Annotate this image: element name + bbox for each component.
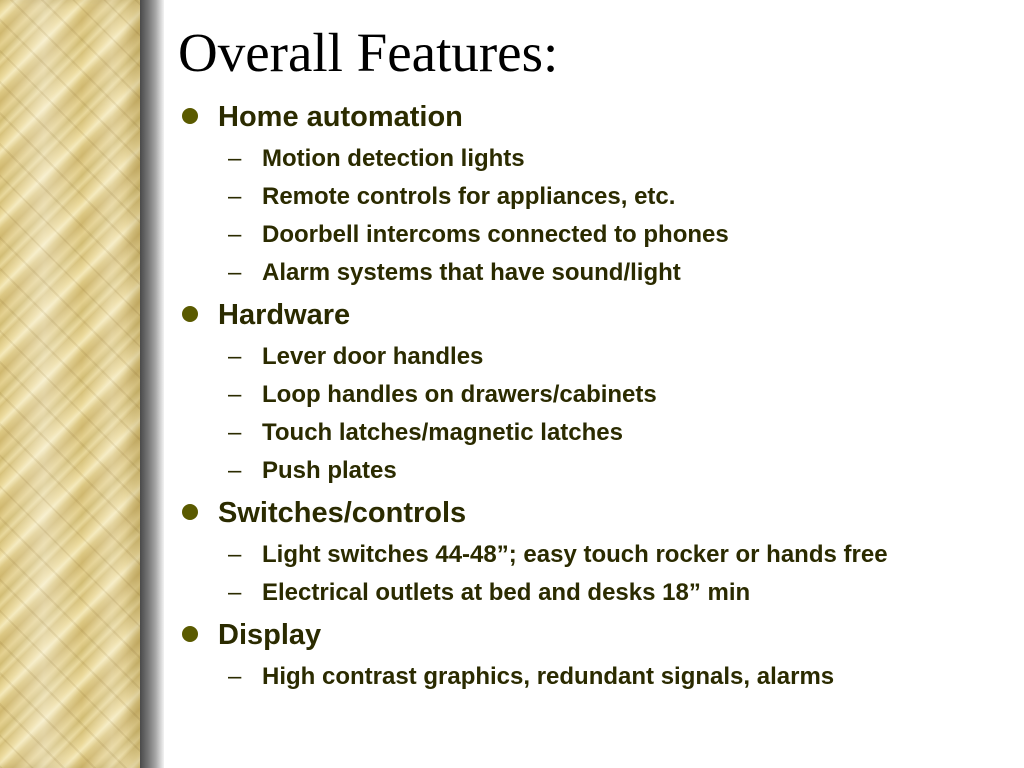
bullet-list [178,98,988,692]
bullet-dot-icon [182,306,198,322]
bullet-row [178,616,988,654]
sub-item-text: Alarm systems that have sound/light [262,259,681,286]
dash-icon: – [228,145,242,172]
dash-icon: – [228,419,242,446]
sub-item-text: Push plates [262,457,397,484]
sub-item-text: Motion detection lights [262,145,525,172]
decorative-gutter-shadow [140,0,164,768]
sub-item [178,661,988,692]
sub-item-text: Lever door handles [262,343,484,370]
dash-icon: – [228,541,242,568]
dash-icon: – [228,579,242,606]
sub-item-text: Remote controls for appliances, etc. [262,183,676,210]
bullet-label: Hardware [218,299,351,331]
bullet-switches-controls [178,494,988,608]
sub-item [178,417,988,448]
sub-item-text: High contrast graphics, redundant signals, alarms [262,663,835,690]
dash-icon: – [228,663,242,690]
bullet-display [178,616,988,692]
sub-list [178,539,988,608]
bullet-row [178,494,988,532]
bullet-label: Display [218,619,322,651]
slide-content [178,18,988,692]
sub-item [178,257,988,288]
sub-item [178,379,988,410]
sub-list [178,341,988,486]
dash-icon: – [228,183,242,210]
sub-item [178,143,988,174]
sub-item-text: Electrical outlets at bed and desks 18” min [262,579,751,606]
decorative-side-panel [0,0,140,768]
slide-title: Overall Features: [178,22,559,83]
dash-icon: – [228,343,242,370]
sub-list [178,143,988,288]
sub-item [178,539,988,570]
sub-item [178,219,988,250]
dash-icon: – [228,457,242,484]
sub-item [178,577,988,608]
sub-item [178,455,988,486]
sub-item-text: Touch latches/magnetic latches [262,419,623,446]
sub-list [178,661,988,692]
bullet-row [178,98,988,136]
sub-item [178,181,988,212]
bullet-label: Home automation [218,101,463,133]
bullet-dot-icon [182,626,198,642]
bullet-home-automation [178,98,988,288]
bullet-label: Switches/controls [218,497,467,529]
dash-icon: – [228,221,242,248]
sub-item-text: Doorbell intercoms connected to phones [262,221,729,248]
sub-item-text: Light switches 44-48”; easy touch rocker or hands free [262,541,888,568]
bullet-dot-icon [182,108,198,124]
bullet-dot-icon [182,504,198,520]
bullet-hardware [178,296,988,486]
dash-icon: – [228,259,242,286]
dash-icon: – [228,381,242,408]
sub-item [178,341,988,372]
bullet-row [178,296,988,334]
sub-item-text: Loop handles on drawers/cabinets [262,381,657,408]
